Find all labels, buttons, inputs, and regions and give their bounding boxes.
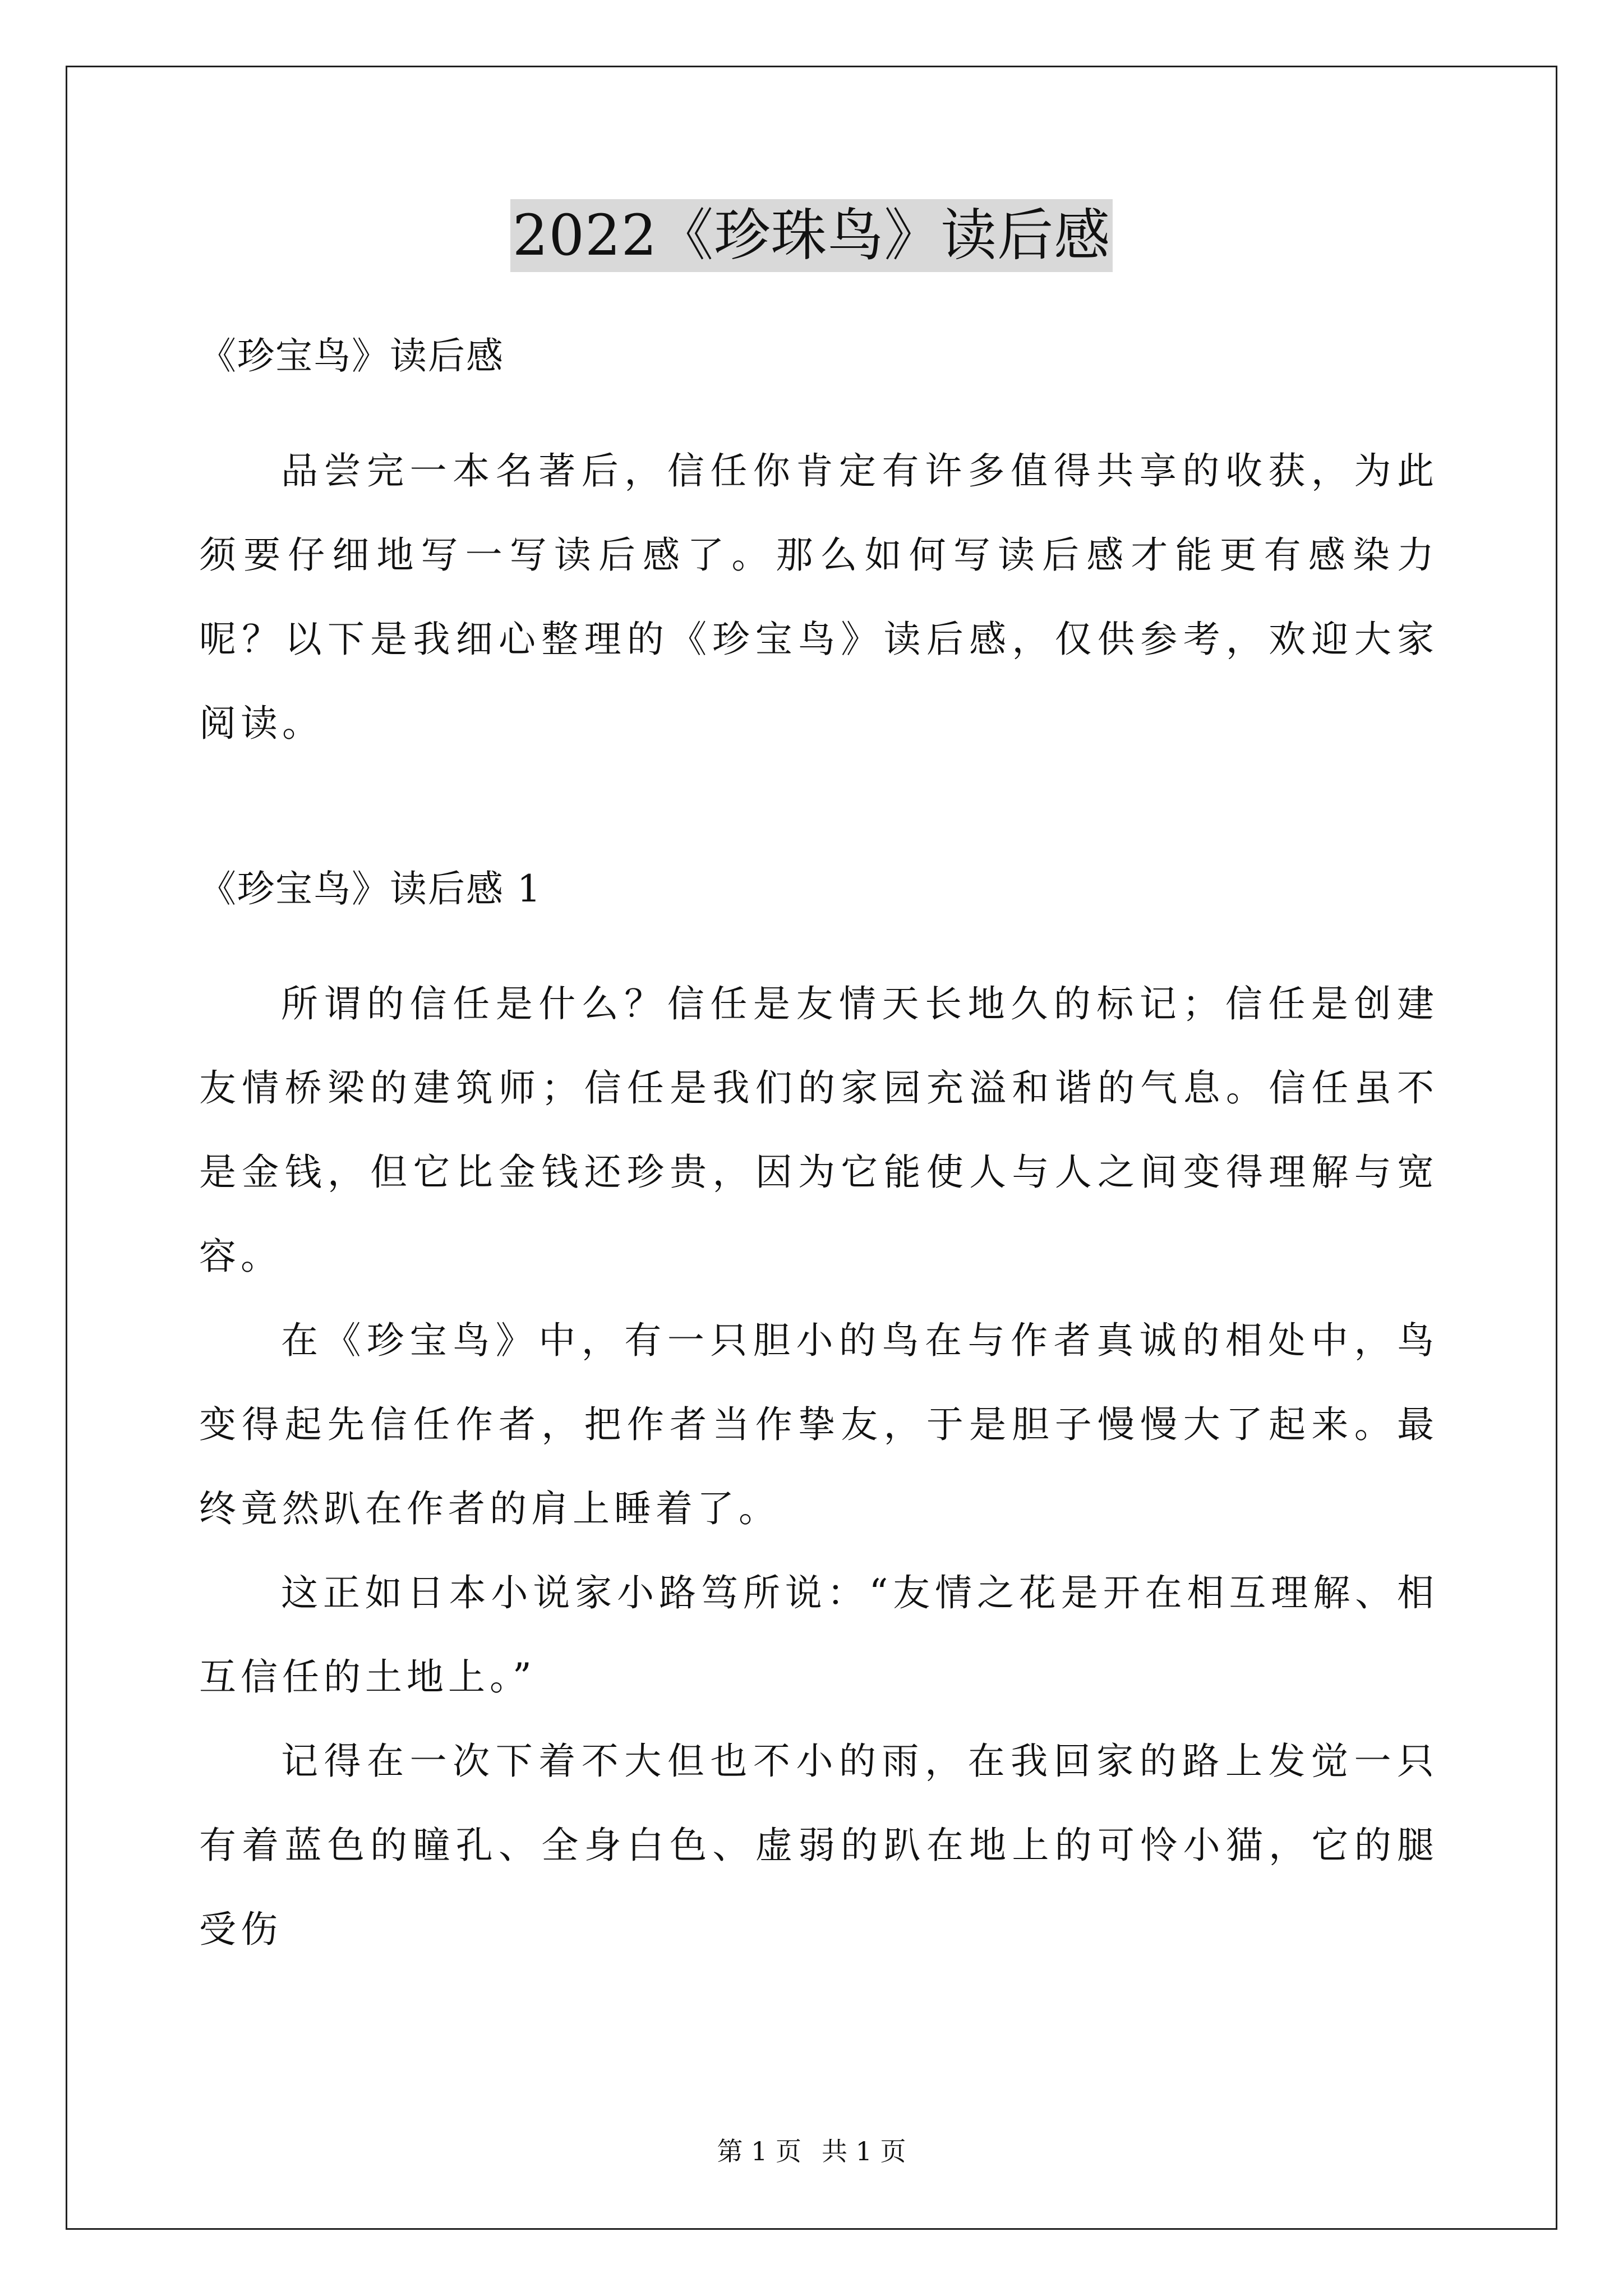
page-number: 第 1 页	[717, 2136, 801, 2166]
document-body	[199, 323, 1438, 1972]
section-heading: 《珍宝鸟》读后感	[199, 334, 504, 378]
page-footer	[0, 2134, 1623, 2168]
intro-paragraph: 品尝完一本名著后，信任你肯定有许多值得共享的收获，为此须要仔细地写一写读后感了。那么如何写读后感才能更有感染力呢？以下是我细心整理的《珍宝鸟》读后感，仅供参考，欢迎大家阅读。	[199, 449, 1438, 745]
body-paragraph: 在《珍宝鸟》中，有一只胆小的鸟在与作者真诚的相处中，鸟变得起先信任作者，把作者当作挚友，于是胆子慢慢大了起来。最终竟然趴在作者的肩上睡着了。	[199, 1319, 1438, 1530]
section-heading-1: 《珍宝鸟》读后感 1	[199, 867, 542, 910]
document-title: 2022《珍珠鸟》读后感	[510, 199, 1113, 272]
body-paragraph: 这正如日本小说家小路笃所说：“友情之花是开在相互理解、相互信任的土地上。”	[199, 1571, 1438, 1699]
body-paragraph: 所谓的信任是什么？信任是友情天长地久的标记；信任是创建友情桥梁的建筑师；信任是我们的家园充溢和谐的气息。信任虽不是金钱，但它比金钱还珍贵，因为它能使人与人之间变得理解与宽容。	[199, 982, 1438, 1278]
body-paragraph: 记得在一次下着不大但也不小的雨，在我回家的路上发觉一只有着蓝色的瞳孔、全身白色、虚弱的趴在地上的可怜小猫，它的腿受伤	[199, 1740, 1438, 1951]
title-container	[0, 199, 1623, 272]
page-total: 共 1 页	[822, 2136, 906, 2166]
